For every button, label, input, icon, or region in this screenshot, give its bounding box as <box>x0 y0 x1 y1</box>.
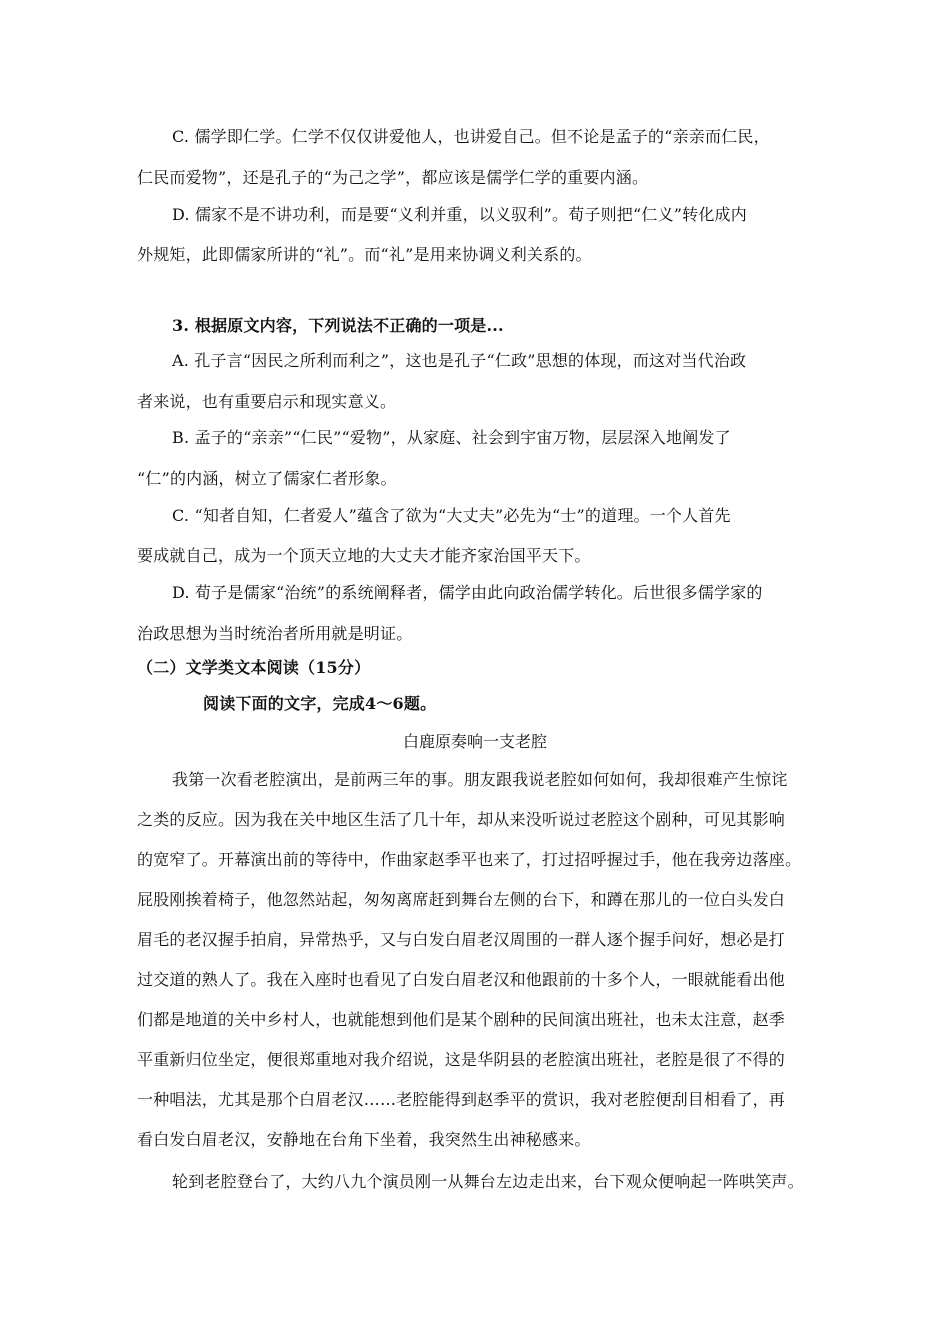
q3-option-d-line-1: D. 荀子是儒家“治统”的系统阐释者，儒学由此向政治儒学转化。后世很多儒学家的 <box>172 583 763 602</box>
q3-option-b-line-1: B. 孟子的“亲亲”“仁民”“爱物”，从家庭、社会到宇宙万物，层层深入地阐发了 <box>172 428 731 447</box>
q3-option-a-line-1: A. 孔子言“因民之所利而利之”，这也是孔子“仁政”思想的体现，而这对当代治政 <box>172 351 747 370</box>
para1-line-2: 之类的反应。因为我在关中地区生活了几十年，却从来没听说过老腔这个剧种，可见其影响 <box>137 810 786 829</box>
q3-option-c-line-1: C. “知者自知，仁者爱人”蕴含了欲为“大丈夫”必先为“士”的道理。一个人首先 <box>172 506 731 525</box>
q3-option-c-line-2: 要成就自己，成为一个顶天立地的大丈夫才能齐家治国平天下。 <box>137 546 591 565</box>
para1-line-10: 看白发白眉老汉，安静地在台角下坐着，我突然生出神秘感来。 <box>137 1130 591 1149</box>
q3-option-a-line-2: 者来说，也有重要启示和现实意义。 <box>137 392 397 411</box>
q3-option-b-line-2: “仁”的内涵，树立了儒家仁者形象。 <box>137 469 397 488</box>
para2-line-1: 轮到老腔登台了，大约八九个演员刚一从舞台左边走出来，台下观众便响起一阵哄笑声。 <box>172 1172 804 1191</box>
q2-option-c-line-1: C. 儒学即仁学。仁学不仅仅讲爱他人，也讲爱自己。但不论是孟子的“亲亲而仁民， <box>172 127 770 146</box>
q2-option-d-line-1: D. 儒家不是不讲功利，而是要“义利并重，以义驭利”。荀子则把“仁义”转化成内 <box>172 205 747 224</box>
q3-option-d-line-2: 治政思想为当时统治者所用就是明证。 <box>137 624 413 643</box>
para1-line-7: 们都是地道的关中乡村人，也就能想到他们是某个剧种的民间演出班社，也未太注意，赵季 <box>137 1010 786 1029</box>
q2-option-d-line-2: 外规矩，此即儒家所讲的“礼”。而“礼”是用来协调义利关系的。 <box>137 245 592 264</box>
q2-option-c-line-2: 仁民而爱物”，还是孔子的“为己之学”，都应该是儒学仁学的重要内涵。 <box>137 168 649 187</box>
question-3-stem: 3. 根据原文内容，下列说法不正确的一项是... <box>172 316 504 335</box>
para1-line-8: 平重新归位坐定，便很郑重地对我介绍说，这是华阴县的老腔演出班社，老腔是很了不得的 <box>137 1050 786 1069</box>
article-title: 白鹿原奏响一支老腔 <box>402 732 547 751</box>
para1-line-9: 一种唱法，尤其是那个白眉老汉……老腔能得到赵季平的赏识，我对老腔便刮目相看了，再 <box>137 1090 786 1109</box>
para1-line-6: 过交道的熟人了。我在入座时也看见了白发白眉老汉和他跟前的十多个人，一眼就能看出他 <box>137 970 786 989</box>
section-heading: （二）文学类文本阅读（15分） <box>137 658 371 677</box>
para1-line-5: 眉毛的老汉握手拍肩，异常热乎，又与白发白眉老汉周围的一群人逐个握手问好，想必是打 <box>137 930 786 949</box>
para1-line-4: 屁股刚挨着椅子，他忽然站起，匆匆离席赶到舞台左侧的台下，和蹲在那儿的一位白头发白 <box>137 890 786 909</box>
reading-instruction: 阅读下面的文字，完成4～6题。 <box>203 694 437 713</box>
para1-line-3: 的宽窄了。开幕演出前的等待中，作曲家赵季平也来了，打过招呼握过手，他在我旁边落座。 <box>137 850 802 869</box>
para1-line-1: 我第一次看老腔演出，是前两三年的事。朋友跟我说老腔如何如何，我却很难产生惊诧 <box>172 770 788 789</box>
